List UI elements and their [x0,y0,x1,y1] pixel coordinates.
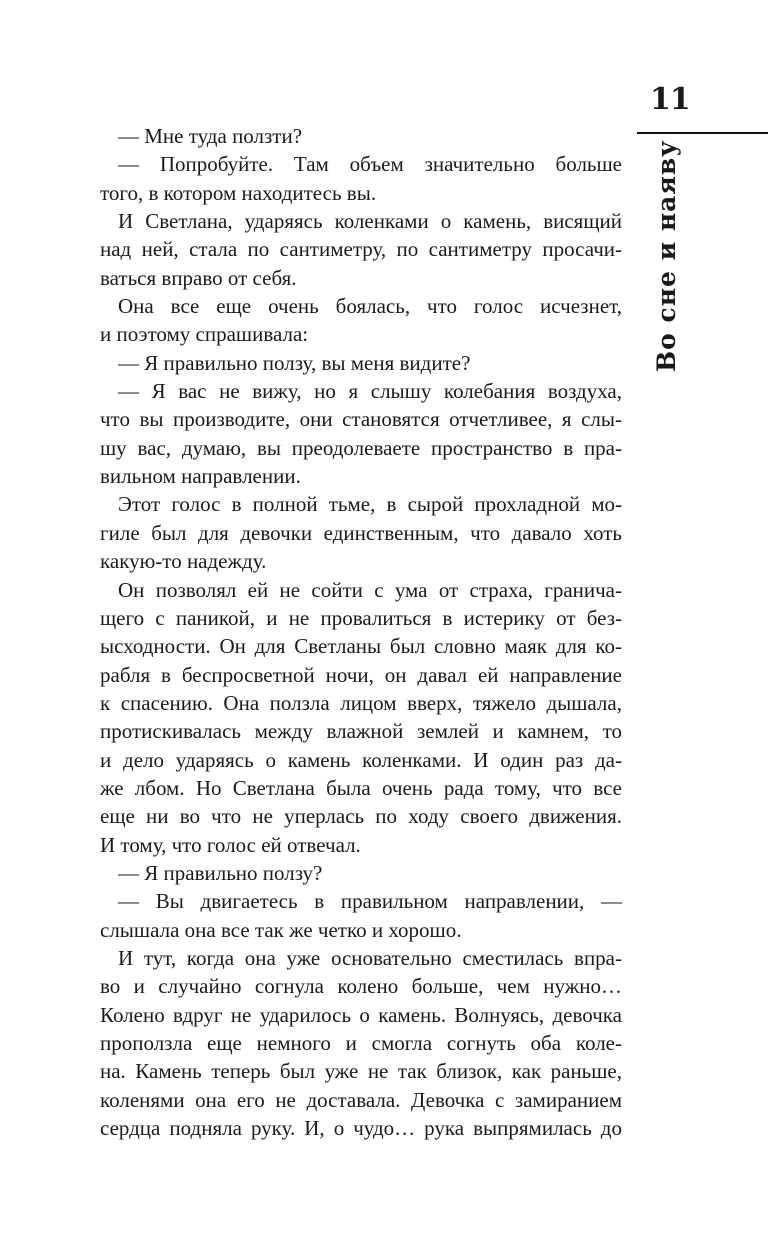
text-line: во и случайно согнула колено больше, чем нужно… [100,974,622,999]
text-line: еще ни во что не уперлась по ходу своего движения. [100,804,622,829]
text-line: и поэтому спрашивала: [100,322,309,347]
text-line: ысходности. Он для Светланы был словно маяк для ко- [100,634,622,659]
text-line: шу вас, думаю, вы преодолеваете пространство в пра- [100,435,622,460]
text-line: Этот голос в полной тьме, в сырой прохладной мо- [118,492,622,517]
text-line: над ней, стала по сантиметру, по сантиметру просачи- [100,237,622,262]
text-line: Он позволял ей не сойти с ума от страха, гранича- [118,577,622,602]
text-line: слышала она все так же четко и хорошо. [100,917,462,942]
text-line: вильном направлении. [100,464,301,489]
text-line: — Я правильно ползу? [118,860,323,885]
text-line: — Вы двигаетесь в правильном направлении, — [118,889,622,914]
text-line: щего с паникой, и не провалиться в истерику от без- [100,605,622,630]
text-line: ваться вправо от себя. [100,265,297,290]
text-line: гиле был для девочки единственным, что давало хоть [100,520,622,545]
text-line: проползла еще немного и смогла согнуть оба коле- [100,1031,622,1055]
text-line: рабля в беспросветной ночи, он давал ей направление [100,662,622,687]
text-line: и дело ударяясь о камень коленками. И один раз да- [100,747,622,772]
text-line: И тому, что голос ей отвечал. [100,832,361,857]
text-line: Она все еще очень боялась, что голос исчезнет, [118,294,622,319]
text-line: — Мне туда ползти? [118,124,303,148]
text-line: Колено вдруг не ударилось о камень. Волнуясь, девочка [100,1002,622,1027]
page-number: 11 [650,82,690,117]
text-line: к спасению. Она ползла лицом вверх, тяжело дышала, [100,690,622,715]
text-line: коленями она его не доставала. Девочка с замиранием [100,1087,622,1112]
body-text [100,122,622,1142]
text-line: — Я правильно ползу, вы меня видите? [118,350,471,375]
text-line: протискивалась между влажной землей и камнем, то [100,719,622,744]
text-line: на. Камень теперь был уже не так близок, как раньше, [100,1059,622,1084]
header-rule [637,132,768,134]
text-line: — Я вас не вижу, но я слышу колебания воздуха, [118,379,622,404]
text-line: И тут, когда она уже основательно сместилась впра- [118,945,622,970]
text-line: сердца подняла руку. И, о чудо… рука выпрямилась до [100,1116,622,1141]
text-line: какую-то надежду. [100,549,267,574]
text-line: того, в котором находитесь вы. [100,180,377,205]
text-line: что вы производите, они становятся отчетливее, я слы- [100,407,622,432]
text-line: — Попробуйте. Там объем значительно больше [118,152,622,177]
text-line: И Светлана, ударяясь коленками о камень, висящий [118,209,622,234]
text-line: же лбом. Но Светлана была очень рада тому, что все [100,775,622,800]
running-title: Во сне и наяву [652,139,681,372]
